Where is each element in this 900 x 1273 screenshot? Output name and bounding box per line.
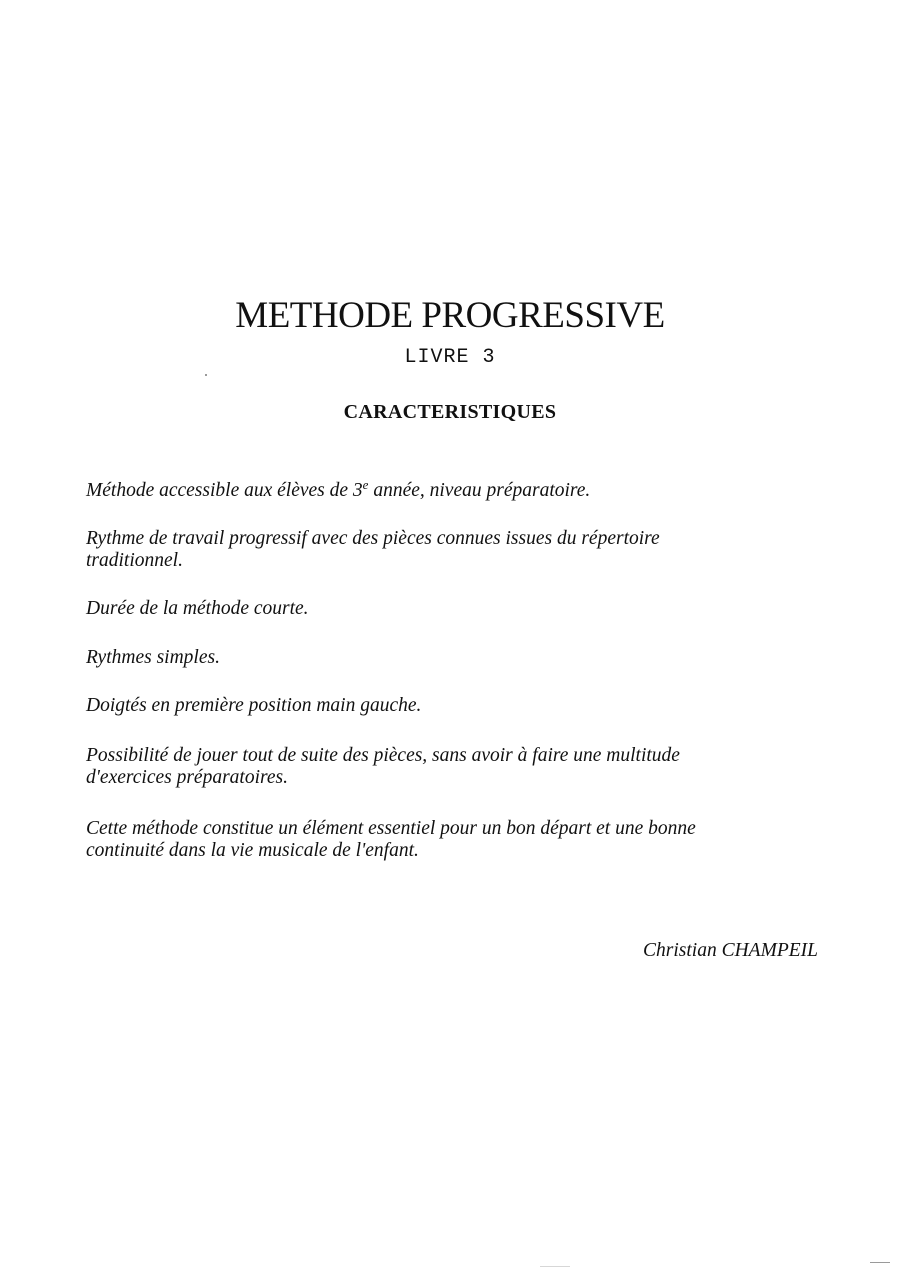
- paragraph-rhythms: Rythmes simples.: [86, 647, 220, 668]
- scan-speck: [540, 1266, 570, 1267]
- paragraph-line: continuité dans la vie musicale de l'enfant.: [86, 840, 419, 861]
- scan-speck: [870, 1262, 890, 1263]
- paragraph-line: d'exercices préparatoires.: [86, 767, 288, 788]
- page-title: METHODE PROGRESSIVE: [235, 295, 665, 336]
- ordinal-superscript: e: [362, 477, 369, 492]
- author-signature: Christian CHAMPEIL: [643, 940, 818, 961]
- paragraph-rhythm-of-work: [86, 528, 826, 572]
- paragraph-duration: Durée de la méthode courte.: [86, 598, 309, 619]
- paragraph-line: Rythme de travail progressif avec des pièces connues issues du répertoire: [86, 528, 660, 549]
- paragraph-line: Possibilité de jouer tout de suite des pièces, sans avoir à faire une multitude: [86, 745, 680, 766]
- paragraph-level: [86, 477, 826, 502]
- paragraph-line: Cette méthode constitue un élément essentiel pour un bon départ et une bonne: [86, 818, 696, 839]
- paragraph-line: traditionnel.: [86, 550, 183, 571]
- paragraph-essential-element: [86, 818, 826, 862]
- section-heading: CARACTERISTIQUES: [343, 401, 557, 423]
- scan-speck: [205, 374, 207, 376]
- paragraph-fingerings: Doigtés en première position main gauche.: [86, 695, 422, 716]
- book-number: LIVRE 3: [404, 346, 496, 369]
- paragraph-level-text-b: année, niveau préparatoire.: [368, 480, 591, 501]
- paragraph-possibility: [86, 745, 826, 789]
- paragraph-level-text-a: Méthode accessible aux élèves de 3: [86, 480, 363, 501]
